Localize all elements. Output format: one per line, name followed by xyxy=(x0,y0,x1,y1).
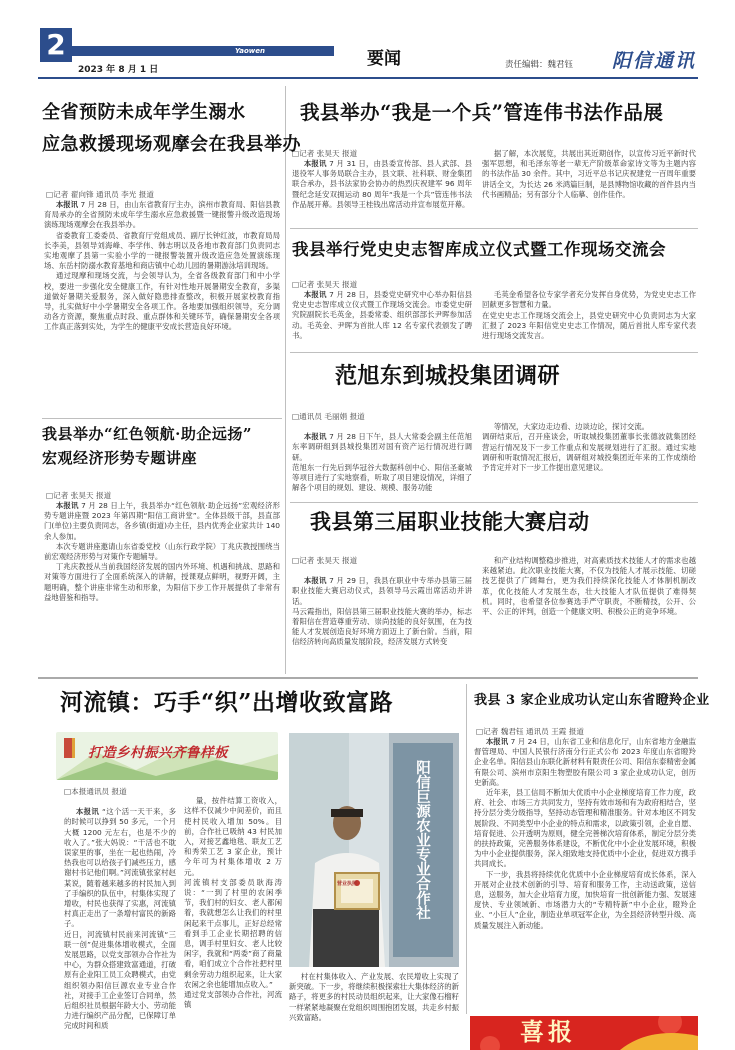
article-1-p2: 省委教育工委委员、省教育厅党组成员、副厅长钟红波，市教育局局长李美，县领导刘海峰、李学伟、韩志明以及各地市教育部门负责同志实地观摩了县第一实验小学的一键报警装置升级改造应急处置演练现场、东岳村防溺水教育基地和商店镇中心幼儿园的暑期游泳培训现场。 xyxy=(44,230,280,271)
yaowen-en: Yaowen xyxy=(235,47,265,55)
article-4-col2-text: 等情况，大家边走边看、边谈边论，探讨交流。 调研结束后，召开座谈会，听取城投集团董事长张德波就集团经营运行情况及下一步工作重点和发展规划进行了汇报。通过实地调研和听取情况汇报后，调研组对城投集团近年来的工作成绩给予肯定并对下一步工作提出意见建议。 xyxy=(482,422,696,473)
article-3-byline: □记者 张昊天 报道 xyxy=(292,280,358,289)
banner-text: 打造乡村振兴齐鲁样板 xyxy=(88,745,228,761)
article-6-col1 xyxy=(292,566,472,672)
section-title: 要闻 xyxy=(367,49,401,69)
article-1-title-line1: 全省预防未成年学生溺水 xyxy=(42,102,246,123)
photo-certificate-label: 营业执照 xyxy=(337,881,358,887)
article-7-col2 xyxy=(184,786,282,1037)
article-6-col2 xyxy=(482,556,696,672)
article-8-title: 我县 3 家企业成功认定山东省瞪羚企业 xyxy=(474,693,710,708)
article-1-p1: 7 月 28 日，由山东省教育厅主办，滨州市教育局、阳信县教育局承办的全省预防未成年学生溺水应急救援暨一键报警升级改造现场演练现场观摩会在我县举办。 xyxy=(44,200,280,230)
divider xyxy=(42,418,282,419)
article-6-title: 我县第三届职业技能大赛启动 xyxy=(310,509,590,534)
article-5-title-line1: 我县举办“红色领航·助企远扬” xyxy=(42,425,252,443)
article-7-lead: 本报讯 xyxy=(75,807,100,817)
masthead-logo: 阳信通讯 xyxy=(612,50,697,72)
ad-decoration-icon xyxy=(470,1016,698,1050)
good-news-text: 喜报 xyxy=(520,1017,576,1046)
article-8-body xyxy=(474,737,696,1013)
article-5-body xyxy=(44,501,280,671)
article-8-byline: □记者 魏君钰 通讯员 王霞 报道 xyxy=(476,727,584,736)
article-2-col2-text: 据了解，本次展览，共展出其近期创作，以宣传习近平新时代强军思想，和毛泽东等老一辈无产阶级革命家诗文等为主题内容的书法作品 30 余件。其中，习近平总书记庆祝建党一百周年重要讲话全文，为长达 26 米鸿篇巨制，是县博物馆收藏的首件县内当代书画精品；另有部分个人临摹、创作佳作。 xyxy=(482,149,696,199)
article-5-p3: 丁兆庆教授从当前我国经济发展的国内外环境、机遇和挑战、思路和对策等方面进行了全面系统深入的讲解，授课观点鲜明，视野开阔，主题明确，整个讲座非常生动和形象，为阳信下步工作开展提供了非常有益地借鉴和指导。 xyxy=(44,562,280,602)
article-7-col2-text: 量，按件结算工资收入，这样不仅减少中间差价，而且使村民收入增加 50%。目前，合作社已吸纳 43 村民加入，对接艺鑫地毯、联友工艺和秀荣工艺 3 家企业，预计今年可为村集体增收 2 万元。 河流镇村支部委员耿海涛说：“一到了村里的农闲季节，我们村的妇女、老人都闲着，我就想怎么让我们的村里闲起来干点事儿，正好总经常看到手工企业长期招聘的信息，调手村里妇女、老人比较闲字，我就和“两委”商了商量看，咱们成立个合作社把村里剩余劳动力组织起来，让大家农闲之余也能增加点收入。” 通过党支部领办合作社，河流镇 xyxy=(184,796,282,1010)
page-number: 2 xyxy=(46,28,66,61)
article-3-col1 xyxy=(292,290,472,342)
good-news-ad xyxy=(470,1016,698,1050)
person-photo-icon xyxy=(289,733,459,967)
article-3-col2 xyxy=(482,280,696,342)
article-8-p2: 近年来，县工信局不断加大优质中小企业梯度培育工作力度，政府、社会、市场三方共同发力，坚持有效市场和有为政府相结合，坚持分层分类分级指导，坚持动态管理和精准服务。针对本地区不同发展阶段、不同类型中小企业的特点和需求，以政策引领，企业自愿、培育促进、公开透明为原则，健全完善梯次培育体系，制定分层分类的扶持政策，完善服务体系建设，不断优化中小企业发展环境，积极为中小企业提供服务，深入细致地支持优质中小企业，促进双方携手共同成长。 xyxy=(474,788,696,869)
article-8-lead: 本报讯 xyxy=(485,737,509,746)
article-4-col1 xyxy=(292,422,472,496)
article-7-byline: □本报通讯员 报道 xyxy=(64,787,127,796)
article-2-col1-text: 7 月 31 日，由县委宣传部、县人武部、县退役军人事务局联合主办，县文联、社科联、财金集团联合承办，县书法家协会协办的热烈庆祝建军 96 周年暨纪念延安双拥运动 80 周年“我是一个兵”管连伟书法作品展开幕。县领导王桂钱出席活动并宣布展览开幕。 xyxy=(292,159,472,209)
article-7-col3 xyxy=(289,972,459,1038)
article-5-p2: 本次专题讲座邀请山东省委党校（山东行政学院）丁兆庆教授围绕当前宏观经济形势与对策作专题辅导。 xyxy=(44,541,280,562)
article-1-body xyxy=(44,200,280,412)
article-2-lead: 本报讯 xyxy=(303,159,327,168)
article-6-col1-text: 7 月 29 日，我县在职业中专举办县第三届职业技能大赛启动仪式，县领导马云霞出席活动并讲话。 马云霞指出，阳信县第三届职业技能大赛的举办，标志着阳信在营造尊重劳动、崇尚技能的良好氛围，在为技能人才发展创造良好环境方面迈上了新台阶。当前，阳信经济转向高质量发展阶段，经济发展方式转变 xyxy=(292,576,472,647)
section-divider xyxy=(38,677,698,679)
header-band xyxy=(72,46,334,56)
article-3-col1-text: 7 月 28 日，县委党史研究中心举办阳信县党史史志智库成立仪式暨工作现场交流会。市委党史研究院副院长毛英金，县委常委、组织部部长尹晖参加活动。毛英金、尹晖为首批人库 12 名专家代表颁发了聘书。 xyxy=(292,290,472,340)
article-5-title-line2: 宏观经济形势专题讲座 xyxy=(42,449,198,467)
article-6-col2-text: 和产业结构调整稳步推进，对高素质技术技能人才的需求也越来越紧迫。此次职业技能大赛，不仅为技能人才展示技能、切磋技艺提供了广阔舞台，更为我们持续深化技能人才体制机制改革，优化技能人才发展生态，壮大技能人才队伍提供了难得契机。同时，也希望各位参赛选手严守职责，不断精技，公开、公平、公正的评判，创造一个健康文明、积极公正的竞争环境。 xyxy=(482,556,696,617)
article-2-col2 xyxy=(482,149,696,225)
article-8-p3: 下一步，我县将持续优化优质中小企业梯度培育成长体系，深入开展对企业技术创新的引导、培育和服务工作，主动送政策，送信息，送服务，加大企业培育力度，加快培育一批创新能力强、发展速度快、专业领域新、市场潜力大的“专精特新”中小企业，瞪羚企业、“小巨人”企业，制造业单项冠军企业，为全县经济转型升级、高质量发展注入新动能。 xyxy=(474,869,696,930)
header-date: 2023 年 8 月 1 日 xyxy=(78,65,159,75)
photo-sign-line1: 阳信巨源农业专业合作社 xyxy=(414,760,431,920)
article-1-title-line2: 应急救援现场观摩会在我县举办 xyxy=(42,134,301,155)
article-6-byline: □记者 张昊天 报道 xyxy=(292,556,358,565)
divider xyxy=(290,502,698,503)
article-5-p1: 7 月 28 日上午，我县举办“红色领航·助企远扬”宏观经济形势专题讲座暨 2023 年第四期“阳信工商讲堂”。全体县级干部，县直部门(单位)主要负责同志，各乡镇(街道)办主任，县内优秀企业家共计 140 余人参加。 xyxy=(44,501,280,541)
article-2-byline: □记者 张昊天 报道 xyxy=(292,149,358,158)
article-4-byline: □通讯员 毛丽娟 报道 xyxy=(292,412,365,421)
article-1-p3: 通过现摩和现场交流，与会领导认为，全省各级教育部门和中小学校，要进一步强化安全健康工作，有针对性地开展暑期安全教育，多渠道做好暑期关爱服务，深入做好隐患排查整改，积极开展家校教育指导，扎实做好中小学暑期安全各项工作。各地要加强组织领导，充分调动各方资源，聚焦重点时段、重点群体和关键环节，确保暑期安全各项工作真正落到实处，为学生的健康平安成长营造良好环境。 xyxy=(44,271,280,332)
article-4-col1-text: 7 月 28 日下午，县人大常委会副主任范旭东率调研组到县城投集团对国有资产运行情况进行调研。 范旭东一行先后到华冠谷大数据科创中心、阳信圣豪城等项目进行了实地察看，听取了项目建设情况，详细了解各个项目的规划、建设、规模、服务功能 xyxy=(292,432,472,493)
article-7-col3-text: 村在村集体收入、产业发展、农民增收上实现了新突破。下一步，将继续积极探索壮大集体经济的新路子，将更多的村民动员组织起来，让大家像石榴籽一样紧紧地凝聚在党组织周围抱团发展，共走乡村振兴致富路。 xyxy=(289,972,459,1022)
divider xyxy=(290,352,698,353)
article-3-lead: 本报讯 xyxy=(303,290,327,299)
article-5-byline: □记者 张昊天 报道 xyxy=(46,491,112,500)
article-4-lead: 本报讯 xyxy=(303,432,327,442)
cooperative-photo xyxy=(289,733,459,967)
column-divider xyxy=(466,684,467,1014)
article-1-lead: 本报讯 xyxy=(55,200,79,209)
article-7-col1-text: “这个活一天干来，多的时候可以挣到 50 多元，一个月大概 1200 元左右，也是不少的收入了。”张大妈说：“干活也不耽误家里的事，坐在一起也热闹，冷热我也可以给孩子们减些压力，感谢村书记他们啊。”河流镇张家村赵某说，随着越来越多的村民加入到了手编织的队伍中，村集体实现了增收，村民也获得了实惠，河流镇村真正走出了一条增村富民的新路子。 近日，河流镇村民前来河流镇“三联一创”促进集体增收模式，全面发展思路，以党支部领办合作社为中心，为群众搭建致富通道，打破原有企业阳工员工众聘模式，由党组织领办阳信巨源农业专业合作社，对接手工企业签订合同单，然后组织社员根据年龄大小、劳动能力进行编织产品分配，已保障订单完成时间和质 xyxy=(64,807,176,1031)
article-6-lead: 本报讯 xyxy=(303,576,327,586)
article-2-title: 我县举办“我是一个兵”管连伟书法作品展 xyxy=(300,101,664,124)
article-3-col2-text: 毛英金希望各位专家学者充分发挥自身优势，为党史史志工作回献更多智慧和力量。 在党史史志工作现场交流会上，县党史研究中心负责同志为大家汇报了 2023 年阳信党史史志工作情况，随后首批人库专家代表进行现场交流发言。 xyxy=(482,290,696,341)
article-4-col2 xyxy=(482,412,696,496)
header-rule xyxy=(38,77,698,79)
column-divider xyxy=(285,86,286,674)
article-4-title: 范旭东到城投集团调研 xyxy=(335,363,561,389)
article-2-col1 xyxy=(292,159,472,225)
article-1-byline: □记者 翟向锋 通讯员 李光 报道 xyxy=(46,190,154,199)
article-5-lead: 本报讯 xyxy=(55,501,79,510)
article-7-title: 河流镇：巧手“织”出增收致富路 xyxy=(60,689,393,716)
article-3-title: 我县举行党史史志智库成立仪式暨工作现场交流会 xyxy=(292,240,666,259)
divider xyxy=(290,228,698,229)
article-8-p1: 7 月 24 日，山东省工业和信息化厅，山东省地方金融监督管理局、中国人民银行济南分行正式公布 2023 年度山东省瞪羚企业名单。阳信县山东联化新材料有限责任公司、阳信东泰精密金属有限公司、滨州市京阳生物塑胶有限公司 3 家企业成功认定，创历史新高。 xyxy=(474,737,696,787)
editor-credit: 责任编辑：魏君钰 xyxy=(505,60,574,70)
article-7-col1 xyxy=(64,797,176,1037)
